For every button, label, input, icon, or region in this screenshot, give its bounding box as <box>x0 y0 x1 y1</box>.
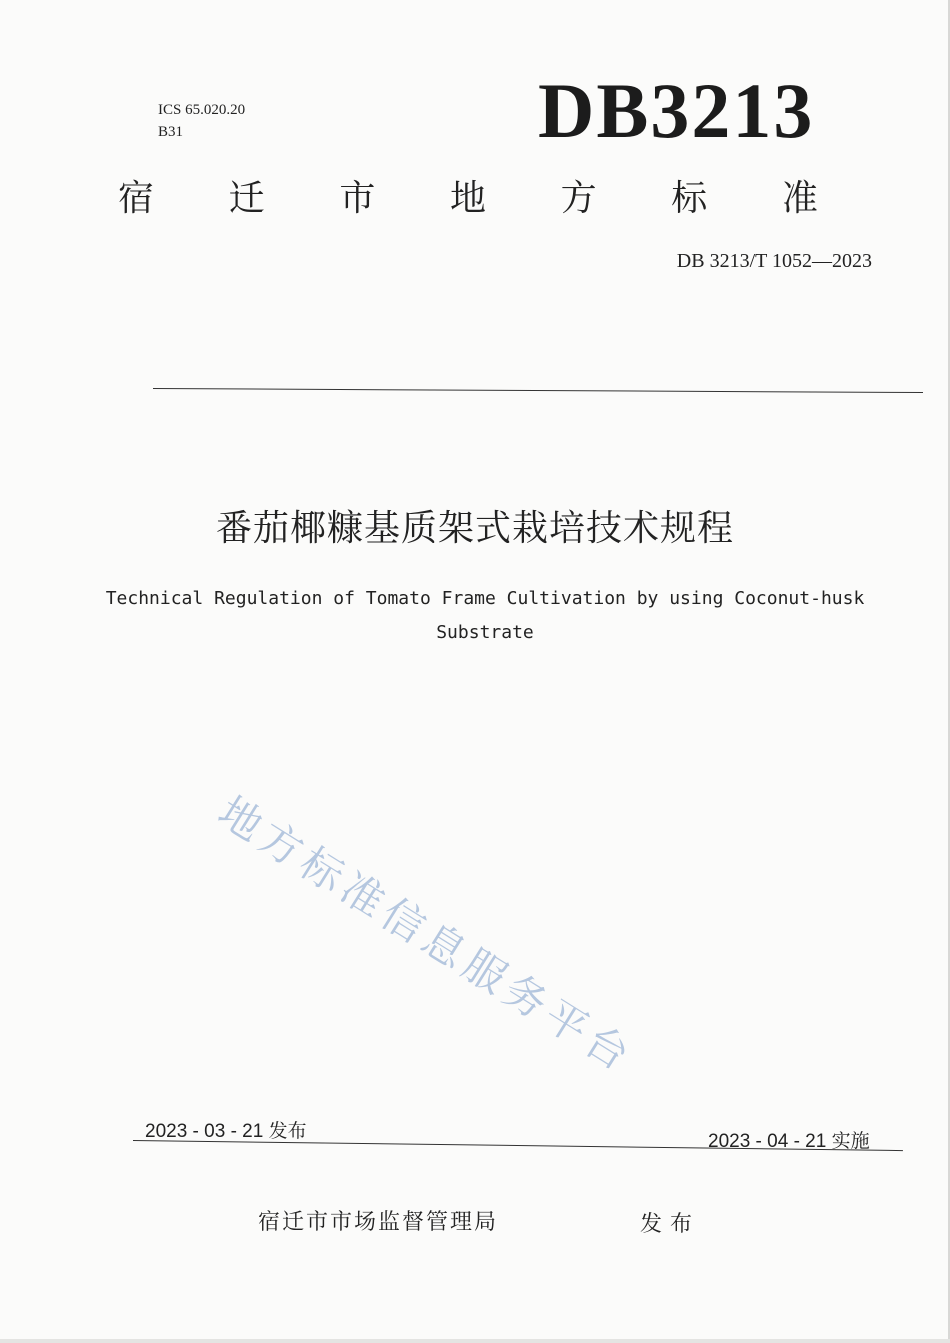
standard-type-char: 标 <box>671 178 708 219</box>
standard-type-char: 方 <box>560 178 597 219</box>
standard-type-char: 市 <box>339 178 376 219</box>
standard-number: DB 3213/T 1052—2023 <box>676 250 872 272</box>
title-english-line-1: Technical Regulation of Tomato Frame Cultivation by using Coconut-husk <box>105 588 865 609</box>
title-english-line-2: Substrate <box>436 622 534 643</box>
publish-label: 发布 <box>640 1212 701 1237</box>
top-divider <box>153 388 923 393</box>
db-code-logo: DB3213 <box>538 67 815 154</box>
classification-codes <box>158 100 245 144</box>
standard-type-title <box>118 170 818 221</box>
standard-type-char: 地 <box>449 178 486 219</box>
ccs-code: B31 <box>158 123 184 140</box>
implementation-date: 2023 - 04 - 21 实施 <box>708 1131 870 1152</box>
publisher-name: 宿迁市市场监督管理局 <box>258 1210 499 1235</box>
ics-code: ICS 65.020.20 <box>158 102 246 118</box>
issue-date: 2023 - 03 - 21 发布 <box>145 1121 307 1142</box>
page-edge-bottom <box>0 1339 950 1343</box>
standard-type-char: 宿 <box>118 178 155 219</box>
watermark-text: 地方标准信息服务平台 <box>209 786 643 1083</box>
title-english <box>70 582 900 650</box>
standard-type-char: 准 <box>781 178 818 219</box>
standard-type-char: 迁 <box>228 178 265 219</box>
title-chinese: 番茄椰糠基质架式栽培技术规程 <box>215 508 734 549</box>
